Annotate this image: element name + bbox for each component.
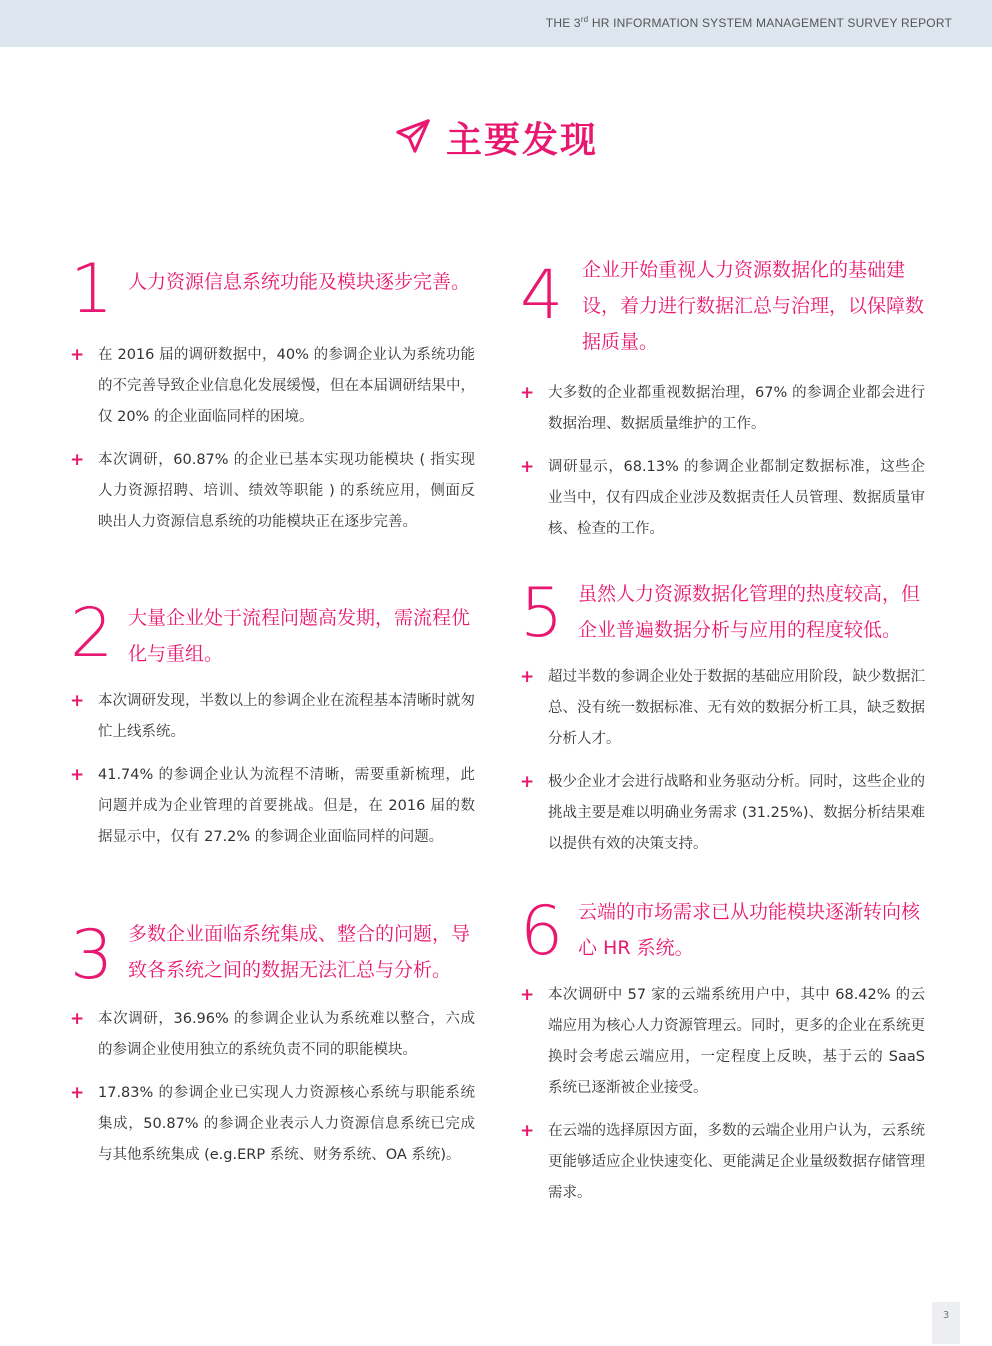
list-item: + 本次调研中 57 家的云端系统用户中，其中 68.42% 的云端应用为核心人力资源管理云。同时，更多的企业在系统更换时会考虑云端应用，一定程度上反映，基于云的 SaaS 系统已逐渐被企业接受。 [520, 980, 925, 1104]
finding-2 [70, 594, 475, 865]
finding-heading [520, 892, 925, 971]
finding-heading [70, 250, 475, 329]
finding-title: 多数企业面临系统集成、整合的问题，导致各系统之间的数据无法汇总与分析。 [128, 923, 471, 981]
finding-number: 6 [520, 892, 564, 971]
header-bar [0, 0, 992, 47]
finding-heading [520, 252, 925, 360]
plus-icon: + [520, 383, 535, 403]
plus-icon: + [70, 450, 85, 470]
finding-title: 虽然人力资源数据化管理的热度较高，但企业普遍数据分析与应用的程度较低。 [578, 583, 921, 641]
finding-title: 企业开始重视人力资源数据化的基础建设，着力进行数据汇总与治理，以保障数据质量。 [582, 259, 925, 353]
finding-number: 2 [70, 594, 114, 673]
list-item: + 在 2016 届的调研数据中，40% 的参调企业认为系统功能的不完善导致企业信息化发展缓慢，但在本届调研结果中，仅 20% 的企业面临同样的困境。 [70, 340, 475, 433]
list-item: + 极少企业才会进行战略和业务驱动分析。同时，这些企业的挑战主要是难以明确业务需求 (31.25%)、数据分析结果难以提供有效的决策支持。 [520, 767, 925, 860]
list-item: + 调研显示，68.13% 的参调企业都制定数据标准，这些企业当中，仅有四成企业涉及数据责任人员管理、数据质量审核、检查的工作。 [520, 452, 925, 545]
finding-heading [70, 594, 475, 673]
plus-icon: + [520, 1121, 535, 1141]
title-block [0, 112, 992, 163]
plus-icon: + [520, 772, 535, 792]
finding-heading [520, 574, 925, 653]
plus-icon: + [70, 691, 85, 711]
list-item: + 41.74% 的参调企业认为流程不清晰，需要重新梳理，此问题并成为企业管理的首要挑战。但是，在 2016 届的数据显示中，仅有 27.2% 的参调企业面临同样的问题。 [70, 760, 475, 853]
plus-icon: + [70, 1009, 85, 1029]
list-item: + 本次调研发现，半数以上的参调企业在流程基本清晰时就匆忙上线系统。 [70, 686, 475, 748]
finding-number: 3 [70, 916, 114, 995]
finding-6 [520, 894, 925, 1221]
report-title: THE 3rd HR INFORMATION SYSTEM MANAGEMENT SURVEY REPORT [545, 15, 952, 30]
finding-title: 大量企业处于流程问题高发期，需流程优化与重组。 [128, 607, 471, 665]
finding-heading [70, 916, 475, 995]
list-item: + 17.83% 的参调企业已实现人力资源核心系统与职能系统集成，50.87% 的参调企业表示人力资源信息系统已完成与其他系统集成 (e.g.ERP 系统、财务系统、OA 系统)。 [70, 1078, 475, 1171]
finding-5 [520, 576, 925, 872]
paper-plane-icon [394, 117, 432, 159]
finding-4 [520, 252, 925, 557]
list-item: + 在云端的选择原因方面，多数的云端企业用户认为，云系统更能够适应企业快速变化、更能满足企业量级数据存储管理需求。 [520, 1116, 925, 1209]
plus-icon: + [70, 765, 85, 785]
finding-number: 1 [70, 250, 114, 329]
finding-number: 5 [520, 574, 564, 653]
page-number: 3 [942, 1310, 950, 1321]
page-title: 主要发现 [445, 120, 598, 161]
page-number-box [932, 1302, 960, 1344]
plus-icon: + [520, 667, 535, 687]
finding-title: 人力资源信息系统功能及模块逐步完善。 [128, 271, 471, 293]
finding-3 [70, 916, 475, 1183]
finding-number: 4 [520, 256, 564, 335]
list-item: + 本次调研，36.96% 的参调企业认为系统难以整合，六成的参调企业使用独立的系统负责不同的职能模块。 [70, 1004, 475, 1066]
list-item: + 本次调研，60.87% 的企业已基本实现功能模块 ( 指实现人力资源招聘、培训、绩效等职能 ) 的系统应用，侧面反映出人力资源信息系统的功能模块正在逐步完善。 [70, 445, 475, 538]
plus-icon: + [70, 1083, 85, 1103]
list-item: + 大多数的企业都重视数据治理，67% 的参调企业都会进行数据治理、数据质量维护的工作。 [520, 378, 925, 440]
list-item: + 超过半数的参调企业处于数据的基础应用阶段，缺少数据汇总、没有统一数据标准、无有效的数据分析工具，缺乏数据分析人才。 [520, 662, 925, 755]
plus-icon: + [70, 345, 85, 365]
plus-icon: + [520, 985, 535, 1005]
finding-1 [70, 250, 475, 550]
finding-title: 云端的市场需求已从功能模块逐渐转向核心 HR 系统。 [578, 901, 921, 959]
plus-icon: + [520, 457, 535, 477]
